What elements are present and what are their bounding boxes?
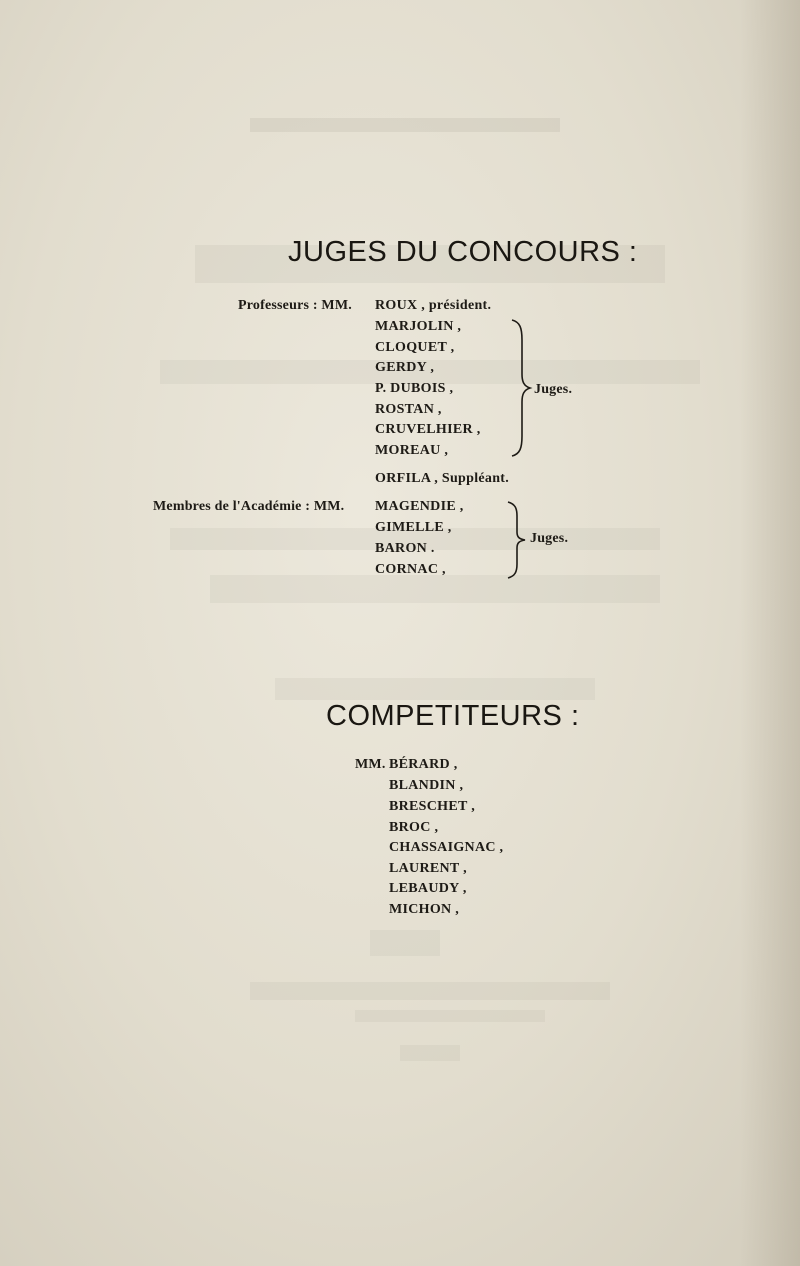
show-through-block-5	[210, 575, 660, 603]
professeurs-juges-label: Juges.	[534, 382, 573, 397]
show-through-block-1	[250, 118, 560, 132]
professeurs-president: ROUX , président.	[375, 298, 492, 313]
academie-name: GIMELLE ,	[375, 520, 452, 535]
juge-name: MARJOLIN ,	[375, 319, 462, 334]
competiteur-name: BROC ,	[389, 820, 439, 835]
competiteurs-label: MM.	[355, 757, 386, 772]
show-through-block-10	[400, 1045, 460, 1061]
competiteur-name: LAURENT ,	[389, 861, 467, 876]
page-edge-shadow	[740, 0, 800, 1266]
show-through-block-8	[250, 982, 610, 1000]
show-through-block-7	[370, 930, 440, 956]
juge-name: CLOQUET ,	[375, 340, 455, 355]
academie-name: CORNAC ,	[375, 562, 446, 577]
juge-name: CRUVELHIER ,	[375, 422, 481, 437]
academie-juges-label: Juges.	[530, 531, 569, 546]
competiteurs-title: COMPETITEURS :	[326, 700, 580, 732]
competiteur-name: BÉRARD ,	[389, 757, 458, 772]
academie-brace	[506, 500, 530, 580]
academie-name: BARON .	[375, 541, 435, 556]
suppleant: ORFILA , Suppléant.	[375, 471, 510, 486]
juge-name: ROSTAN ,	[375, 402, 442, 417]
juge-name: P. DUBOIS ,	[375, 381, 454, 396]
show-through-block-6	[275, 678, 595, 700]
competiteur-name: LEBAUDY ,	[389, 881, 467, 896]
professeurs-brace	[510, 318, 534, 458]
academie-name: MAGENDIE ,	[375, 499, 464, 514]
competiteur-name: MICHON ,	[389, 902, 460, 917]
professeurs-label: Professeurs : MM.	[238, 298, 352, 313]
show-through-block-9	[355, 1010, 545, 1022]
competiteur-name: CHASSAIGNAC ,	[389, 840, 504, 855]
competiteur-name: BRESCHET ,	[389, 799, 475, 814]
juge-name: GERDY ,	[375, 360, 435, 375]
juges-title: JUGES DU CONCOURS :	[288, 236, 638, 268]
juge-name: MOREAU ,	[375, 443, 449, 458]
academie-label: Membres de l'Académie : MM.	[153, 499, 345, 514]
competiteur-name: BLANDIN ,	[389, 778, 464, 793]
